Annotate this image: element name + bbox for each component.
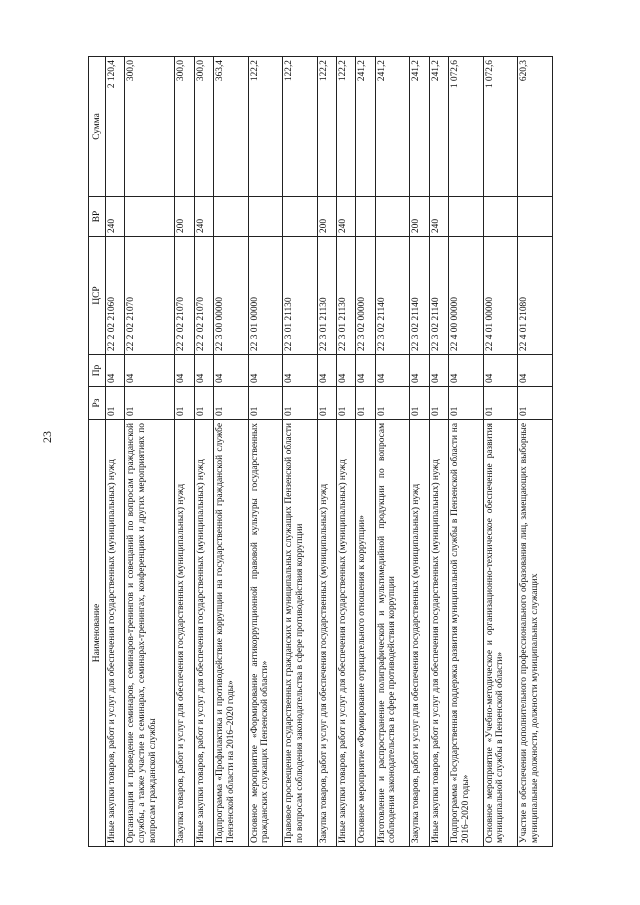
header-rz: Рз — [89, 387, 106, 420]
page-number: 23 — [40, 431, 54, 443]
cell-pr: 04 — [106, 355, 125, 387]
table-row — [213, 57, 248, 847]
cell-sum: 2 120,4 — [106, 57, 125, 197]
cell-vr — [375, 197, 410, 237]
cell-vr — [449, 197, 484, 237]
cell-pr: 04 — [175, 355, 194, 387]
cell-name: Иные закупки товаров, работ и услуг для обеспечения государственных (муниципальных) нужд — [337, 420, 356, 847]
cell-pr: 04 — [375, 355, 410, 387]
cell-pr: 04 — [410, 355, 429, 387]
cell-sum: 122,2 — [248, 57, 283, 197]
cell-pr: 04 — [483, 355, 518, 387]
cell-name: Основное мероприятие «Формирование антикоррупционной правовой культуры государственных гражданских служащих Пензенской области» — [248, 420, 283, 847]
cell-vr — [125, 197, 175, 237]
cell-name: Подпрограмма «Профилактика и противодействие коррупции на государственной гражданской службе Пензенской области на 2016–2020 годы» — [213, 420, 248, 847]
cell-csr: 22 4 01 21080 — [518, 237, 553, 355]
cell-rz: 01 — [317, 387, 336, 420]
cell-csr: 22 3 00 00000 — [213, 237, 248, 355]
table-row — [194, 57, 213, 847]
cell-pr: 04 — [356, 355, 375, 387]
table-row — [106, 57, 125, 847]
cell-rz: 01 — [375, 387, 410, 420]
cell-csr: 22 3 01 21130 — [317, 237, 336, 355]
cell-pr: 04 — [518, 355, 553, 387]
table-row — [175, 57, 194, 847]
cell-sum: 300,0 — [194, 57, 213, 197]
table-row — [410, 57, 429, 847]
cell-sum: 300,0 — [125, 57, 175, 197]
cell-rz: 01 — [175, 387, 194, 420]
table-row — [518, 57, 553, 847]
cell-rz: 01 — [248, 387, 283, 420]
cell-rz: 01 — [410, 387, 429, 420]
cell-vr — [248, 197, 283, 237]
cell-pr: 04 — [283, 355, 318, 387]
cell-rz: 01 — [125, 387, 175, 420]
table-row — [125, 57, 175, 847]
cell-pr: 04 — [449, 355, 484, 387]
cell-vr: 200 — [410, 197, 429, 237]
cell-sum: 620,3 — [518, 57, 553, 197]
cell-sum: 122,2 — [317, 57, 336, 197]
cell-name: Подпрограмма «Государственная поддержка развития муниципальной службы в Пензенской области на 2016–2020 годы» — [449, 420, 484, 847]
cell-pr: 04 — [213, 355, 248, 387]
table-row — [429, 57, 448, 847]
header-sum: Сумма — [89, 57, 106, 197]
cell-csr: 22 2 02 21060 — [106, 237, 125, 355]
cell-csr: 22 3 01 00000 — [248, 237, 283, 355]
cell-name: Закупка товаров, работ и услуг для обеспечения государственных (муниципальных) нужд — [175, 420, 194, 847]
table-row — [356, 57, 375, 847]
cell-name: Правовое просвещение государственных гражданских и муниципальных служащих Пензенской области по вопросам соблюдения законодательства в сфере противодействия коррупции — [283, 420, 318, 847]
table-row — [248, 57, 283, 847]
cell-vr: 200 — [317, 197, 336, 237]
table-row — [337, 57, 356, 847]
cell-rz: 01 — [106, 387, 125, 420]
cell-rz: 01 — [429, 387, 448, 420]
cell-pr: 04 — [317, 355, 336, 387]
cell-sum: 241,2 — [356, 57, 375, 197]
cell-name: Иные закупки товаров, работ и услуг для обеспечения государственных (муниципальных) нужд — [106, 420, 125, 847]
cell-sum: 241,2 — [429, 57, 448, 197]
cell-sum: 1 072,6 — [449, 57, 484, 197]
cell-csr: 22 2 02 21070 — [194, 237, 213, 355]
cell-vr: 240 — [106, 197, 125, 237]
table-row — [375, 57, 410, 847]
cell-name: Иные закупки товаров, работ и услуг для обеспечения государственных (муниципальных) нужд — [429, 420, 448, 847]
cell-csr: 22 3 02 21140 — [429, 237, 448, 355]
table-row — [449, 57, 484, 847]
cell-name: Основное мероприятие «Формирование отрицательного отношения к коррупции» — [356, 420, 375, 847]
cell-pr: 04 — [248, 355, 283, 387]
cell-csr: 22 3 01 21130 — [283, 237, 318, 355]
cell-csr: 22 3 02 21140 — [375, 237, 410, 355]
cell-name: Участие в обеспечении дополнительного профессионального образования лиц, замещающих выборные муниципальные должности, должности муниципальных служащих — [518, 420, 553, 847]
table-row — [483, 57, 518, 847]
cell-sum: 122,2 — [283, 57, 318, 197]
cell-vr: 200 — [175, 197, 194, 237]
cell-pr: 04 — [194, 355, 213, 387]
cell-pr: 04 — [429, 355, 448, 387]
cell-pr: 04 — [125, 355, 175, 387]
budget-table — [88, 56, 553, 847]
cell-name: Закупка товаров, работ и услуг для обеспечения государственных (муниципальных) нужд — [410, 420, 429, 847]
cell-vr — [518, 197, 553, 237]
budget-table-container — [88, 57, 553, 847]
cell-sum: 122,2 — [337, 57, 356, 197]
header-vr: ВР — [89, 197, 106, 237]
cell-sum: 300,0 — [175, 57, 194, 197]
table-header-row — [89, 57, 106, 847]
cell-vr: 240 — [194, 197, 213, 237]
cell-name: Закупка товаров, работ и услуг для обеспечения государственных (муниципальных) нужд — [317, 420, 336, 847]
cell-rz: 01 — [518, 387, 553, 420]
cell-vr — [483, 197, 518, 237]
table-row — [283, 57, 318, 847]
cell-name: Организация и проведение семинаров, семинаров-тренингов и совещаний по вопросам гражданской службы, а также участие в семинарах, семинарах-тренингах, конференциях и других мероприятиях по вопросам гражданской службы — [125, 420, 175, 847]
table-body — [106, 57, 553, 847]
cell-pr: 04 — [337, 355, 356, 387]
cell-rz: 01 — [213, 387, 248, 420]
cell-rz: 01 — [449, 387, 484, 420]
cell-csr: 22 3 01 21130 — [337, 237, 356, 355]
cell-vr — [283, 197, 318, 237]
cell-vr — [213, 197, 248, 237]
cell-rz: 01 — [337, 387, 356, 420]
header-csr: ЦСР — [89, 237, 106, 355]
cell-sum: 241,2 — [410, 57, 429, 197]
cell-sum: 241,2 — [375, 57, 410, 197]
cell-name: Иные закупки товаров, работ и услуг для обеспечения государственных (муниципальных) нужд — [194, 420, 213, 847]
cell-csr: 22 3 02 21140 — [410, 237, 429, 355]
cell-rz: 01 — [283, 387, 318, 420]
cell-rz: 01 — [194, 387, 213, 420]
header-name: Наименование — [89, 420, 106, 847]
cell-sum: 363,4 — [213, 57, 248, 197]
cell-vr — [356, 197, 375, 237]
cell-sum: 1 072,6 — [483, 57, 518, 197]
header-pr: Пр — [89, 355, 106, 387]
table-row — [317, 57, 336, 847]
cell-csr: 22 2 02 21070 — [175, 237, 194, 355]
cell-name: Основное мероприятие «Учебно-методическое и организационно-техническое обеспечение развития муниципальной службы в Пензенской области» — [483, 420, 518, 847]
cell-csr: 22 4 00 00000 — [449, 237, 484, 355]
cell-csr: 22 3 02 00000 — [356, 237, 375, 355]
cell-vr: 240 — [337, 197, 356, 237]
cell-csr: 22 4 01 00000 — [483, 237, 518, 355]
cell-rz: 01 — [483, 387, 518, 420]
cell-csr: 22 2 02 21070 — [125, 237, 175, 355]
cell-vr: 240 — [429, 197, 448, 237]
cell-name: Изготовление и распространение полиграфической и мультимедийной продукции по вопросам соблюдения законодательства в сфере противодействия коррупции — [375, 420, 410, 847]
cell-rz: 01 — [356, 387, 375, 420]
